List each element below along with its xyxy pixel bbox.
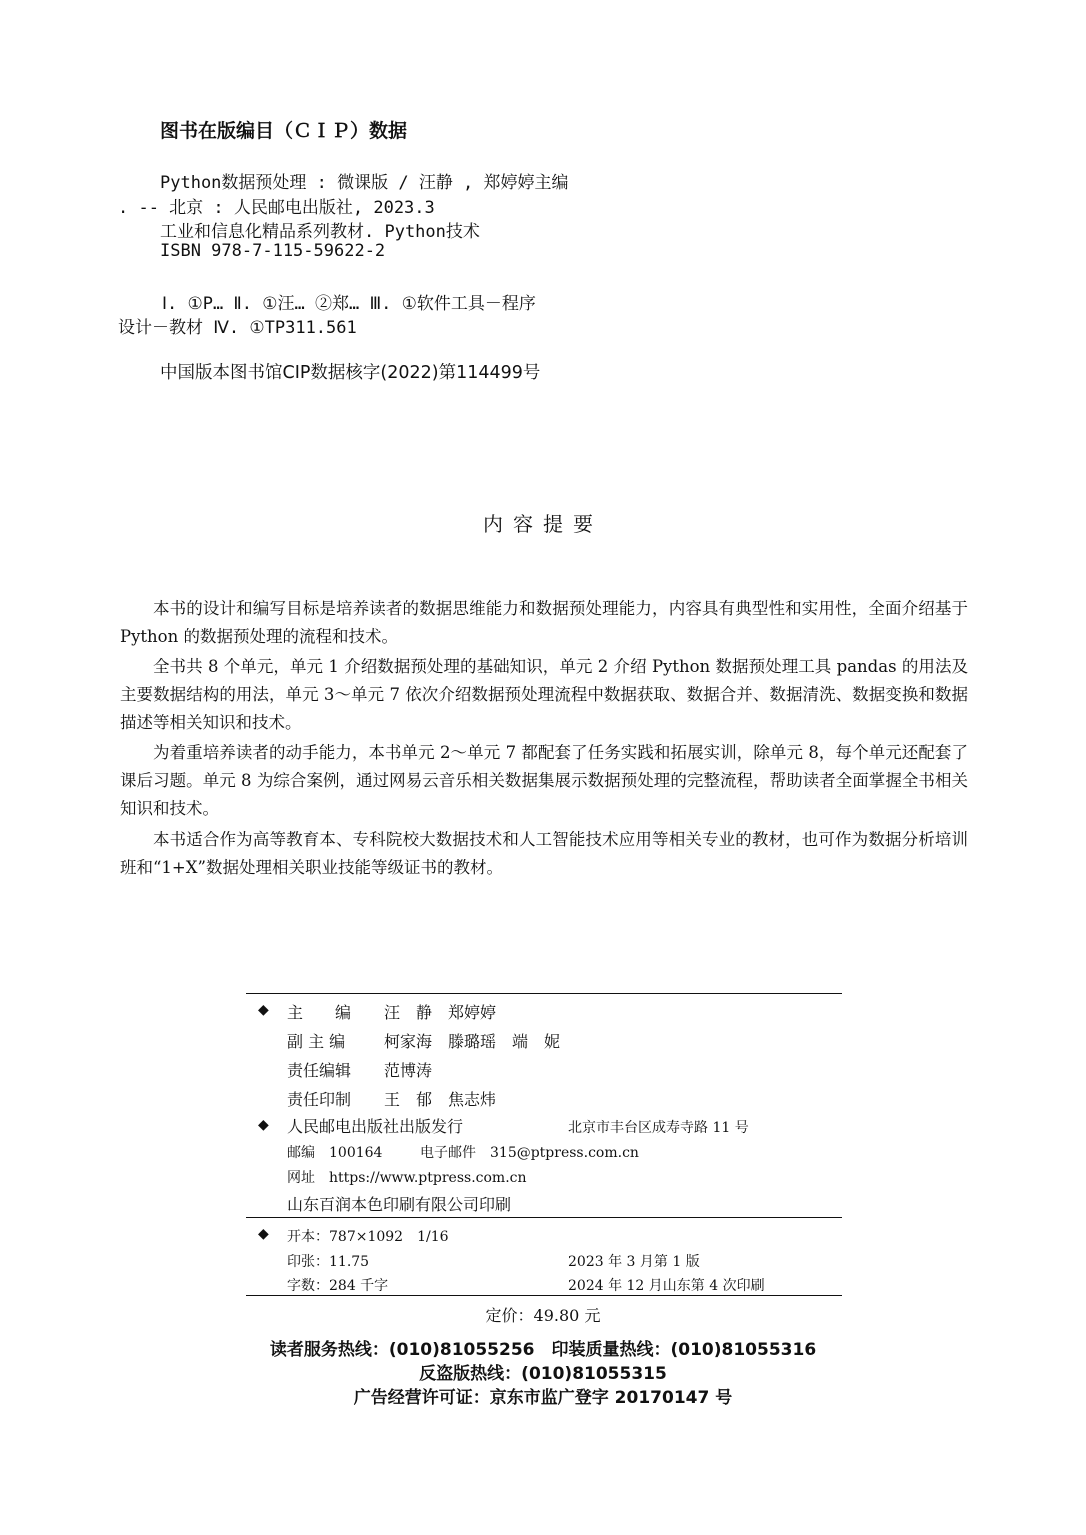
cip-line-title: Python数据预处理 : 微课版 / 汪静 , 郑婷婷主编 — [160, 173, 569, 193]
colophon-middle-rule — [246, 1217, 842, 1218]
deputy-editor-value: 柯家海 滕璐瑶 端 妮 — [384, 1032, 561, 1051]
cip-line-isbn: ISBN 978-7-115-59622-2 — [160, 241, 386, 261]
cip-title: 图书在版编目（ＣＩＰ）数据 — [160, 120, 408, 142]
bullet-diamond: ◆ — [258, 1002, 269, 1018]
bullet-diamond: ◆ — [258, 1226, 269, 1242]
responsible-editor-label: 责任编辑 — [287, 1061, 352, 1080]
editor-label: 主 编 — [287, 1003, 352, 1022]
price: 定价：49.80 元 — [485, 1306, 601, 1325]
editor-value: 汪 静 郑婷婷 — [384, 1003, 497, 1022]
cip-record-number: 中国版本图书馆CIP数据核字(2022)第114499号 — [160, 363, 541, 383]
summary-paragraph-4: 本书适合作为高等教育本、专科院校大数据技术和人工智能技术应用等相关专业的教材，也可作为数据分析培训班和“1+X”数据处理相关职业技能等级证书的教材。 — [120, 830, 968, 877]
printed-sheets: 印张：11.75 — [287, 1254, 370, 1270]
postcode: 邮编 100164 — [287, 1145, 383, 1161]
cip-line-classification: Ⅰ. ①P… Ⅱ. ①汪… ②郑… Ⅲ. ①软件工具－程序 — [162, 294, 536, 314]
publisher: 人民邮电出版社出版发行 — [287, 1117, 464, 1136]
hotline-service: 读者服务热线：(010)81055256 印装质量热线：(010)81055316 — [269, 1340, 817, 1360]
cip-line-classification-cont: 设计－教材 Ⅳ. ①TP311.561 — [118, 318, 357, 338]
responsible-print-label: 责任印制 — [287, 1090, 352, 1109]
colophon-bottom-rule — [246, 1295, 842, 1296]
word-count: 字数：284 千字 — [287, 1278, 389, 1294]
hotline-anti-piracy: 反盗版热线：(010)81055315 — [419, 1364, 667, 1384]
printing: 2024 年 12 月山东第 4 次印刷 — [568, 1278, 765, 1294]
email: 电子邮件 315@ptpress.com.cn — [420, 1145, 639, 1161]
edition: 2023 年 3 月第 1 版 — [568, 1254, 700, 1270]
responsible-editor-value: 范博涛 — [384, 1061, 433, 1080]
cip-line-series: 工业和信息化精品系列教材. Python技术 — [160, 222, 480, 242]
summary-paragraph-1: 本书的设计和编写目标是培养读者的数据思维能力和数据预处理能力，内容具有典型性和实用性，全面介绍基于 Python 的数据预处理的流程和技术。 — [120, 599, 968, 646]
cip-line-publisher: . -- 北京 : 人民邮电出版社, 2023.3 — [118, 198, 435, 218]
bullet-diamond: ◆ — [258, 1117, 269, 1133]
deputy-editor-label: 副 主 编 — [287, 1032, 346, 1051]
responsible-print-value: 王 郁 焦志炜 — [384, 1090, 497, 1109]
printer: 山东百润本色印刷有限公司印刷 — [287, 1195, 512, 1214]
summary-paragraph-3: 为着重培养读者的动手能力，本书单元 2～单元 7 都配套了任务实践和拓展实训，除单元 8，每个单元还配套了课后习题。单元 8 为综合案例，通过网易云音乐相关数据集展示数据预处理的完整流程，帮助读者全面掌握全书相关知识和技术。 — [120, 743, 968, 818]
format: 开本：787×1092 1/16 — [287, 1229, 449, 1245]
publisher-address: 北京市丰台区成寿寺路 11 号 — [568, 1120, 749, 1136]
summary-heading: 内容提要 — [483, 512, 603, 536]
website: 网址 https://www.ptpress.com.cn — [287, 1170, 527, 1186]
colophon-top-rule — [246, 993, 842, 994]
summary-paragraph-2: 全书共 8 个单元，单元 1 介绍数据预处理的基础知识，单元 2 介绍 Python 数据预处理工具 pandas 的用法及主要数据结构的用法，单元 3～单元 7 依次介绍数据预处理流程中数据获取、数据合并、数据清洗、数据变换和数据描述等相关知识和技术。 — [120, 657, 968, 732]
advertising-license: 广告经营许可证：京东市监广登字 20170147 号 — [353, 1388, 733, 1408]
